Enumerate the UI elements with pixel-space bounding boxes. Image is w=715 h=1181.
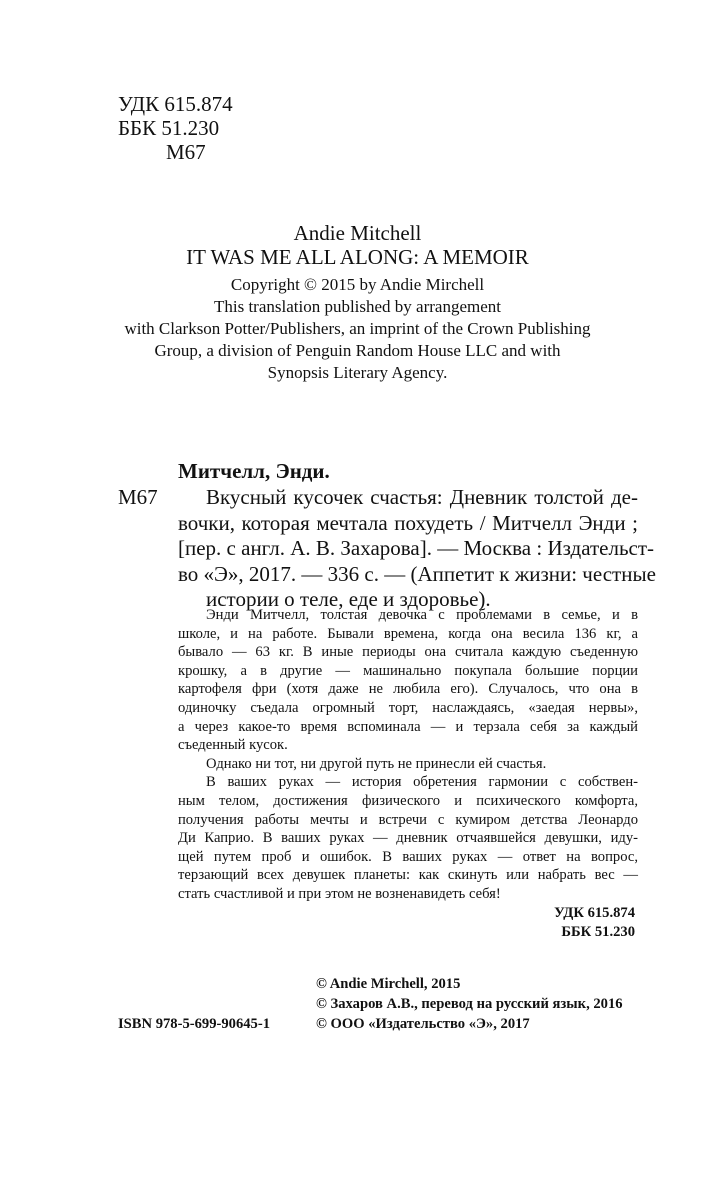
udk-code: УДК 615.874 xyxy=(118,92,233,116)
copyright-line: © ООО «Издательство «Э», 2017 xyxy=(316,1016,530,1032)
bib-line: [пер. с англ. А. В. Захарова]. — Москва : Издательст- xyxy=(178,536,655,560)
rights-line: Synopsis Literary Agency. xyxy=(267,363,448,382)
bib-line: во «Э», 2017. — 336 с. — (Аппетит к жизни: честные xyxy=(178,561,656,586)
annotation-udk: УДК 615.874 xyxy=(554,905,635,921)
bib-heading: Митчелл, Энди. xyxy=(178,459,330,483)
annotation-bbk: ББК 51.230 xyxy=(561,924,635,940)
bib-mark: М67 xyxy=(118,485,158,509)
bib-line: вочки, которая мечтала похудеть / Митчелл Энди ; xyxy=(178,510,638,535)
annotation-line: одиночку съедала огромный торт, наслаждаясь, «заедая нервы», xyxy=(178,699,638,716)
copyright-line: © Захаров А.В., перевод на русский язык, 2016 xyxy=(316,996,623,1012)
rights-line: with Clarkson Potter/Publishers, an imprint of the Crown Publishing xyxy=(124,319,591,338)
isbn: ISBN 978-5-699-90645-1 xyxy=(118,1016,271,1032)
original-title: IT WAS ME ALL ALONG: A MEMOIR xyxy=(186,245,529,269)
annotation-line: Однако ни тот, ни другой путь не принесли ей счастья. xyxy=(206,755,547,772)
annotation-line: бывало — 63 кг. В иные периоды она считала каждую съеденную xyxy=(178,644,638,661)
annotation-line: съеденный кусок. xyxy=(178,737,288,754)
bib-description xyxy=(178,485,656,613)
bib-line: Вкусный кусочек счастья: Дневник толстой де- xyxy=(206,485,638,509)
annotation-line: крошку, а в другие — машинально покупала большие порции xyxy=(178,662,638,679)
rights-line: Group, a division of Penguin Random House LLC and with xyxy=(154,341,561,360)
annotation-line: школе, и на работе. Бывали времена, когда она весила 136 кг, а xyxy=(178,625,638,642)
annotation-line: стать счастливой и при этом не возненавидеть себя! xyxy=(178,885,501,902)
bbk-code: ББК 51.230 xyxy=(118,116,220,140)
rights-line: This translation published by arrangement xyxy=(213,297,502,316)
annotation-line: щей путем проб и ошибок. В ваших руках — ответ на вопрос, xyxy=(178,848,638,865)
rights-line: Copyright © 2015 by Andie Mirchell xyxy=(230,275,485,294)
annotation-line: терзающий всех девушек планеты: как скинуть или набрать вес — xyxy=(178,867,638,884)
copyright-line: © Andie Mirchell, 2015 xyxy=(316,976,461,992)
annotation-line: ным телом, достижения физического и психического комфорта, xyxy=(178,792,638,809)
annotation-line: Ди Каприо. В ваших руках — дневник отчаявшейся девушки, иду- xyxy=(178,830,638,847)
annotation-line: а через какое-то время вспоминала — и терзала себя за каждый xyxy=(178,718,638,735)
annotation-line: Энди Митчелл, толстая девочка с проблемами в семье, и в xyxy=(206,607,638,623)
annotation-line: картофеля фри (хотя даже не любила его). Случалось, что она в xyxy=(178,681,638,698)
bib-line: истории о теле, еде и здоровье). xyxy=(206,587,491,611)
annotation-line: В ваших руках — история обретения гармонии с собствен- xyxy=(206,774,638,791)
annotation xyxy=(178,606,638,904)
original-author: Andie Mitchell xyxy=(293,221,422,245)
author-mark: М67 xyxy=(166,140,206,164)
annotation-line: получения работы мечты и встречи с кумиром детства Леонардо xyxy=(178,811,638,828)
